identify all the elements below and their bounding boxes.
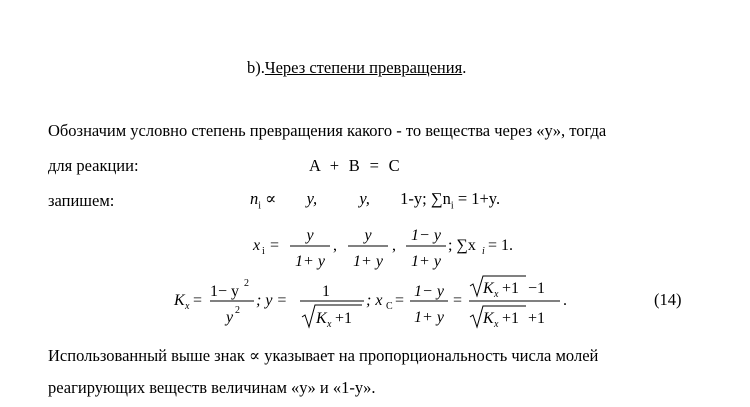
ni-symbol: n [250, 189, 259, 208]
moles-1-y: 1-y; [400, 189, 427, 208]
ni-subscript: i [258, 200, 262, 212]
equation-number: (14) [654, 290, 682, 309]
xi-subscript: i [262, 246, 265, 257]
reaction-equation: A + B = C [309, 156, 401, 175]
heading-suffix: . [462, 58, 467, 77]
sum-x-rhs: = 1. [488, 237, 514, 254]
ratio-den-k-sub: x [494, 319, 499, 330]
xc-denominator: 1+ y [414, 309, 444, 326]
xc-equals: = [395, 292, 405, 309]
xc-subscript: C [386, 301, 393, 312]
write-label: запишем: [48, 191, 115, 210]
f2-denominator: 1+ y [353, 253, 383, 270]
moles-row [250, 189, 500, 211]
ratio-num-tail: +1 [502, 280, 520, 297]
explanation-line-1: Использованный выше знак ∝ указывает на пропорциональность числа молей [48, 346, 599, 365]
heading-prefix: b). [247, 58, 265, 77]
kx-denominator-sup: 2 [235, 305, 240, 316]
f3-numerator: 1− y [411, 227, 441, 244]
kx-denominator: y [226, 309, 234, 326]
xc-numerator: 1− y [414, 283, 444, 300]
mole-fractions-formula [250, 222, 530, 274]
moles-sum-rhs: = 1+y. [457, 189, 501, 208]
moles-sum: ∑n [430, 189, 451, 208]
f2-numerator: y [364, 227, 372, 244]
reaction-label: для реакции: [48, 156, 139, 175]
f1-comma: , [333, 237, 337, 254]
y-den-k: K [316, 310, 327, 327]
f1-numerator: y [306, 227, 314, 244]
ratio-den-tail: +1 [502, 310, 520, 327]
f3-denominator: 1+ y [411, 253, 441, 270]
y-den-tail: +1 [335, 310, 353, 327]
kx-equals: = [193, 292, 203, 309]
kx-numerator-sup: 2 [244, 278, 249, 289]
ratio-den-k: K [483, 310, 494, 327]
section-heading [247, 58, 466, 78]
moles-y1: y, [306, 189, 318, 208]
moles-y2: y, [359, 189, 370, 208]
sum-x-subscript: i [482, 246, 485, 257]
proportional-sign: ∝ [265, 189, 277, 208]
ratio-num-minus: −1 [528, 280, 546, 297]
xi-symbol: x [253, 237, 261, 254]
y-den-k-sub: x [327, 319, 332, 330]
heading-title: Через степени превращения [264, 58, 463, 77]
kx-symbol: K [174, 292, 185, 309]
y-equals: ; y = [256, 292, 288, 309]
f1-denominator: 1+ y [295, 253, 325, 270]
moles-sum-subscript: i [450, 200, 454, 212]
ratio-den-plus: +1 [528, 310, 546, 327]
ratio-num-k: K [483, 280, 494, 297]
kx-numerator: 1− y [210, 283, 240, 300]
explanation-line-2: реагирующих веществ величинам «y» и «1-y». [48, 378, 376, 397]
sum-x: ; ∑x [448, 237, 476, 254]
ratio-equals: = [453, 292, 463, 309]
intro-line: Обозначим условно степень превращения какого - то вещества через «y», тогда [48, 121, 607, 140]
ratio-num-k-sub: x [494, 289, 499, 300]
y-numerator: 1 [322, 283, 330, 300]
xi-equals: = [270, 237, 280, 254]
formula-end: . [563, 292, 567, 309]
f2-comma: , [392, 237, 396, 254]
xc-symbol: ; x [366, 292, 383, 309]
equilibrium-constant-formula [170, 272, 590, 334]
y-sqrt-sign [302, 305, 362, 327]
kx-subscript: x [185, 301, 190, 312]
